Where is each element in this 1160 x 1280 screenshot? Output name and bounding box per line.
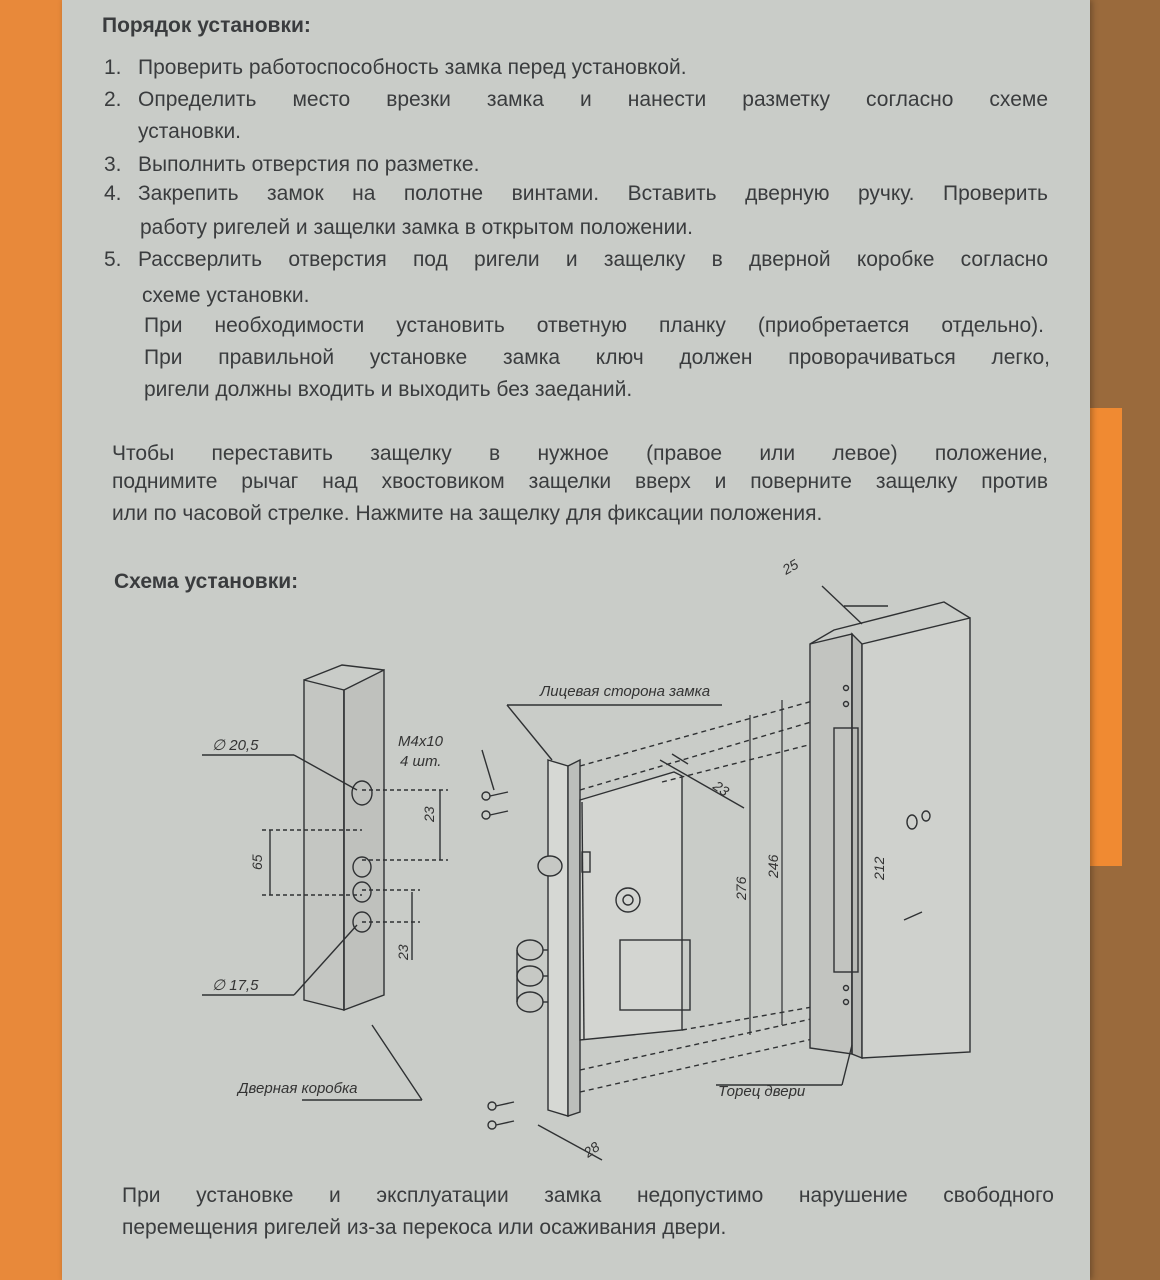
label-dia-small: ∅ 17,5 xyxy=(212,977,259,994)
step-2: 2. Определить место врезки замка и нанести разметку согласно схеме xyxy=(104,88,1048,111)
step-5-line-2: схеме установки. xyxy=(142,284,310,307)
warning-line-2: перемещения ригелей из-за перекоса или осаживания двери. xyxy=(122,1216,727,1239)
dim-246: 246 xyxy=(765,854,781,878)
box-flap-orange xyxy=(0,0,68,1280)
step-4-line-2: работу ригелей и защелки замка в открытом положении. xyxy=(140,216,693,239)
latch-note-line-3: или по часовой стрелке. Нажмите на защелку для фиксации положения. xyxy=(112,502,823,525)
label-screws: M4x10 xyxy=(398,733,444,750)
dim-65: 65 xyxy=(249,854,265,870)
label-screws-qty: 4 шт. xyxy=(400,753,442,770)
scheme-heading: Схема установки: xyxy=(114,570,299,593)
door-drawing xyxy=(716,586,970,1085)
step-5-line-5: ригели должны входить и выходить без заеданий. xyxy=(144,378,633,401)
step-5-line-4: При правильной установке замка ключ должен проворачиваться легко, xyxy=(144,346,1050,369)
installation-diagram xyxy=(62,540,1090,1180)
instruction-sheet xyxy=(62,0,1090,1280)
dim-25: 25 xyxy=(779,555,801,578)
dim-28: 28 xyxy=(580,1138,603,1161)
step-1: 1. Проверить работоспособность замка перед установкой. xyxy=(104,56,687,79)
latch-note-line-2: поднимите рычаг над хвостовиком защелки вверх и поверните защелку против xyxy=(112,470,1048,493)
step-4: 4. Закрепить замок на полотне винтами. Вставить дверную ручку. Проверить xyxy=(104,182,1048,205)
label-dia-large: ∅ 20,5 xyxy=(212,737,259,754)
lock-drawing xyxy=(482,705,744,1160)
label-face-side: Лицевая сторона замка xyxy=(540,683,711,700)
step-2-line-2: установки. xyxy=(138,120,242,143)
dim-23-b: 23 xyxy=(395,944,411,960)
dim-23-a: 23 xyxy=(421,806,437,822)
dim-212: 212 xyxy=(871,856,887,880)
dim-23-top: 23 xyxy=(710,777,733,800)
warning-line-1: При установке и эксплуатации замка недопустимо нарушение свободного xyxy=(122,1184,1054,1207)
latch-note-line-1: Чтобы переставить защелку в нужное (правое или левое) положение, xyxy=(112,442,1048,465)
label-door-frame: Дверная коробка xyxy=(238,1080,358,1097)
install-order-heading: Порядок установки: xyxy=(102,14,311,37)
step-5-line-3: При необходимости установить ответную планку (приобретается отдельно). xyxy=(144,314,1044,337)
label-door-edge: Торец двери xyxy=(718,1083,806,1100)
step-5: 5. Рассверлить отверстия под ригели и защелку в дверной коробке согласно xyxy=(104,248,1048,271)
door-frame-drawing xyxy=(202,665,448,1100)
dim-276: 276 xyxy=(733,876,749,900)
step-3: 3. Выполнить отверстия по разметке. xyxy=(104,153,480,176)
